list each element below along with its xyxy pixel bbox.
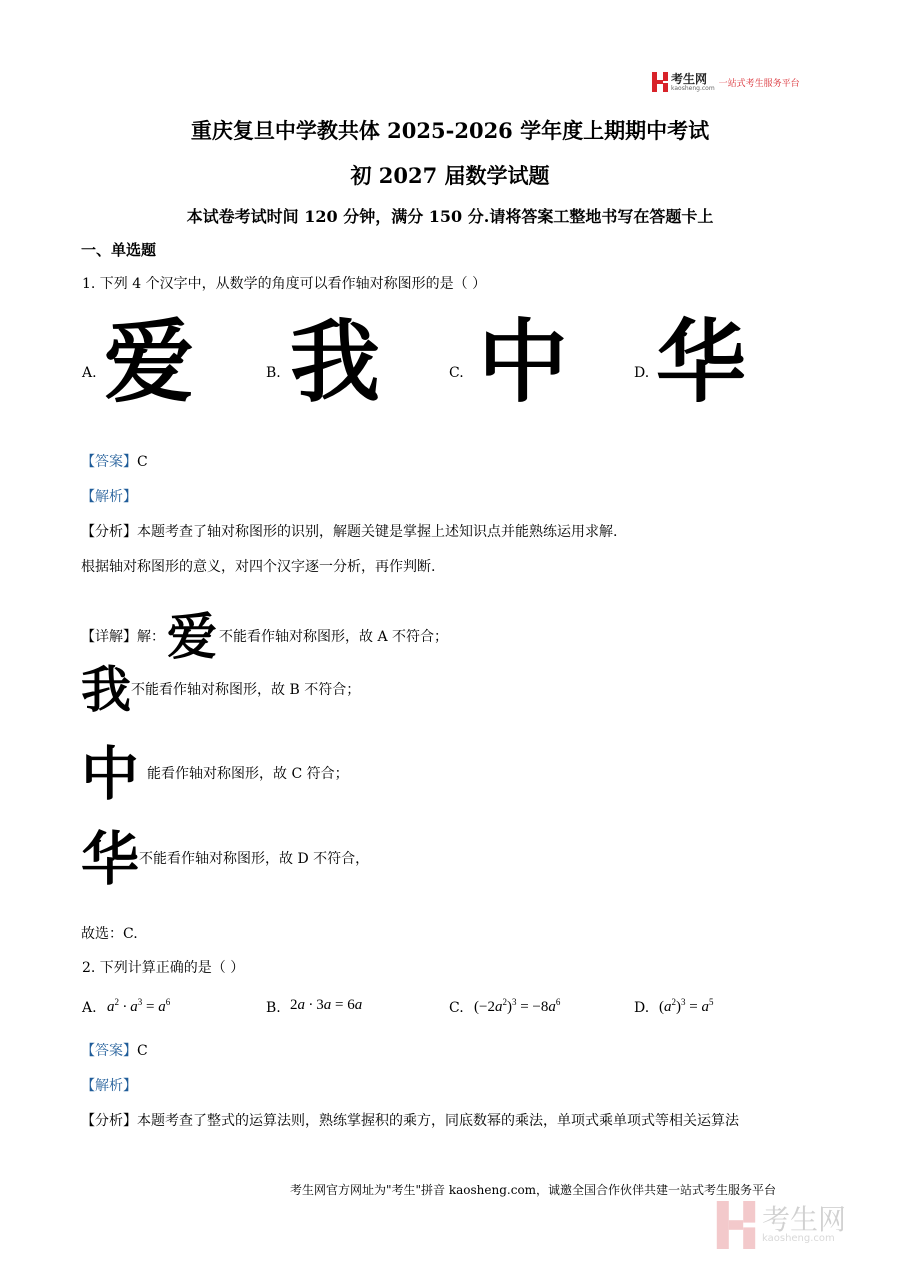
header-logo (652, 71, 800, 93)
q2-option-c-letter: C. (449, 1000, 464, 1016)
q2-option-d-formula: $(a^2)^3 = a^5$ (659, 997, 714, 1015)
q2-option-a-letter: A. (82, 1000, 97, 1016)
q1-option-d-letter: D. (634, 365, 650, 381)
q2-answer: 【答案】C (81, 1043, 148, 1059)
watermark-logo-icon (716, 1201, 756, 1249)
q1-fenxi: 【分析】本题考查了轴对称图形的识别，解题关键是掌握上述知识点并能熟练运用求解. (81, 524, 618, 540)
q1-conclusion: 故选：C. (81, 926, 138, 942)
section-heading: 一、单选题 (81, 241, 157, 259)
q2-fenxi: 【分析】本题考查了整式的运算法则，熟练掌握积的乘方，同底数幂的乘法，单项式乘单项式等相关运算法 (81, 1113, 739, 1129)
q2-option-d-letter: D. (634, 1000, 650, 1016)
q1-option-b-letter: B. (266, 365, 281, 381)
q1-detail-line-1: 【详解】 解： 爱 不能看作轴对称图形，故 A 不符合； (81, 608, 449, 666)
detail-glyph-ai: 爱 (167, 608, 217, 666)
q1-detail-line-4: 华 不能看作轴对称图形，故 D 不符合， (81, 825, 370, 893)
q2-stem: 2. 下列计算正确的是（ ） (82, 960, 245, 976)
q1-option-c-glyph: 中 (478, 310, 568, 415)
exam-subtitle: 初 2027 届数学试题 (350, 163, 550, 188)
q1-option-a-letter: A. (82, 365, 97, 381)
footer-text: 考生网官方网址为"考生"拼音 kaosheng.com，诚邀全国合作伙伴共建一站式考生服务平台 (290, 1183, 777, 1197)
q2-option-c-formula: $(-2a^2)^3 = -8a^6$ (474, 997, 561, 1015)
q1-option-d-glyph: 华 (656, 310, 746, 415)
footer-watermark: 考生网 kaosheng.com (716, 1201, 846, 1249)
q2-analysis-tag: 【解析】 (81, 1078, 137, 1094)
q1-answer: 【答案】C (81, 454, 148, 470)
q1-option-b-glyph: 我 (290, 310, 380, 415)
q2-option-a-formula: $a^2 \cdot a^3 = a^6$ (107, 997, 171, 1015)
q1-option-a-glyph: 爱 (104, 310, 194, 415)
q1-analysis-tag: 【解析】 (81, 489, 137, 505)
logo-brand: 考生网 kaosheng.com (671, 71, 715, 92)
logo-slogan: 一站式考生服务平台 (718, 78, 800, 89)
kaosheng-logo-icon (652, 72, 668, 92)
q1-option-c-letter: C. (449, 365, 464, 381)
exam-title: 重庆复旦中学教共体 2025-2026 学年度上期期中考试 (190, 118, 710, 143)
detail-glyph-zhong: 中 (81, 740, 140, 808)
q1-fenxi-2: 根据轴对称图形的意义，对四个汉字逐一分析，再作判断. (81, 559, 436, 575)
q1-detail-line-3: 中 能看作轴对称图形，故 C 符合； (81, 740, 349, 808)
q1-detail-line-2: 我 不能看作轴对称图形，故 B 不符合； (81, 661, 361, 719)
exam-instructions: 本试卷考试时间 120 分钟，满分 150 分.请将答案工整地书写在答题卡上 (186, 207, 714, 226)
detail-glyph-wo: 我 (81, 661, 131, 719)
detail-glyph-hua: 华 (81, 825, 140, 893)
q2-option-b-letter: B. (266, 1000, 281, 1016)
q1-stem: 1. 下列 4 个汉字中，从数学的角度可以看作轴对称图形的是（ ） (82, 276, 487, 292)
q2-option-b-formula: 2a · 3a = 6a (290, 997, 363, 1013)
